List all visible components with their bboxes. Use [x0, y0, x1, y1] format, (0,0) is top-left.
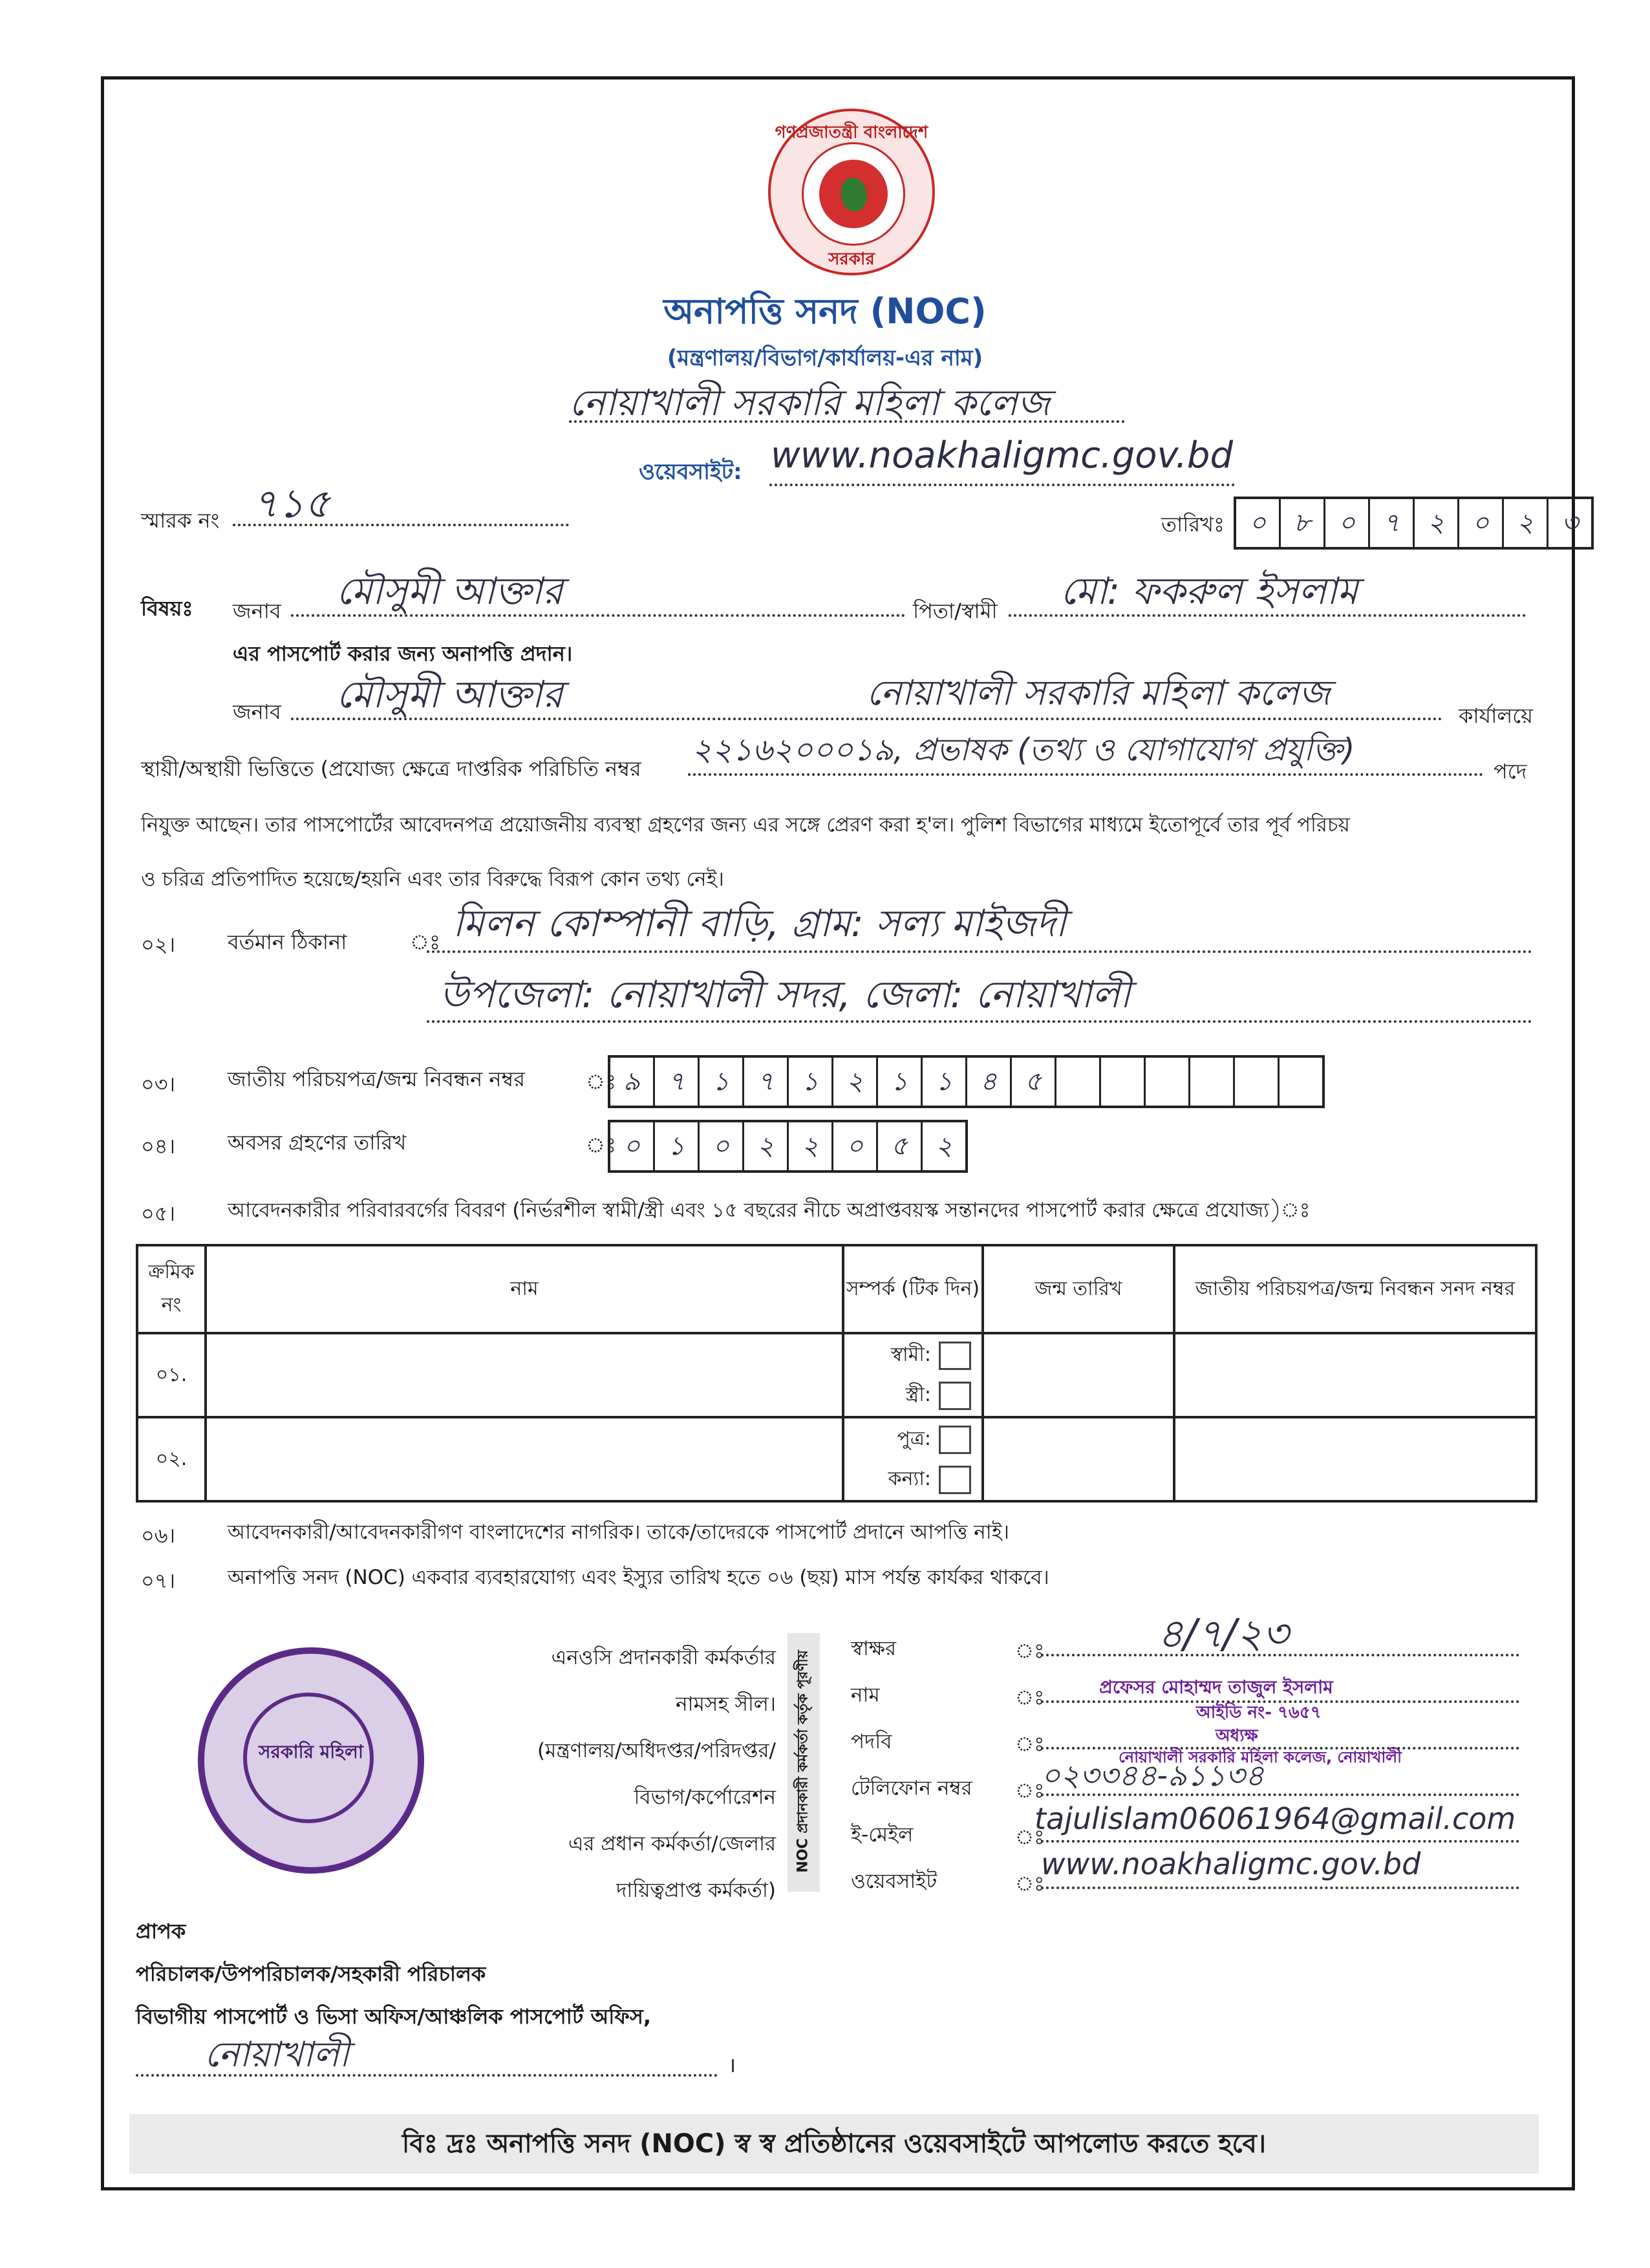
officer-designation: অধ্যক্ষ: [1216, 1726, 1258, 1746]
wife-checkbox[interactable]: [939, 1382, 971, 1410]
item-06-text: আবেদনকারী/আবেদনকারীগণ বাংলাদেশের নাগরিক। তাকে/তাদেরকে পাসপোর্ট প্রদানে আপত্তি নাই।: [228, 1521, 1010, 1544]
round-seal-stamp-icon: সরকারি মহিলা: [198, 1647, 424, 1874]
officer-description: এনওসি প্রদানকারী কর্মকর্তার নামসহ সীল। (মন্ত্রণালয়/অধিদপ্তর/পরিদপ্তর/ বিভাগ/কর্পোরেশন এর প্রধান কর্মকর্তা/জেলার দায়িত্বপ্রাপ্ত কর্মকর্তা): [537, 1646, 776, 1902]
item-06-num: ০৬।: [141, 1523, 176, 1548]
officer-id: আইডি নং- ৭৬৫৭: [1196, 1703, 1322, 1722]
table-row: ০২. পুত্র: কন্যা:: [137, 1417, 1536, 1501]
subject-label: বিষয়ঃ: [141, 596, 193, 621]
item-04-label: অবসর গ্রহণের তারিখ: [228, 1130, 407, 1155]
officer-signature: ৪/৭/২৩: [1157, 1610, 1289, 1657]
seal-top-text: গণপ্রজাতন্ত্রী বাংলাদেশ: [775, 123, 928, 142]
post-suffix: পদে: [1494, 759, 1527, 784]
retirement-date-boxes: ০ ১ ০ ২ ২ ০ ৫ ২: [608, 1120, 968, 1173]
government-seal-icon: [768, 109, 935, 275]
item-07-text: অনাপত্তি সনদ (NOC) একবার ব্যবহারযোগ্য এবং ইস্যুর তারিখ হতে ০৬ (ছয়) মাস পর্যন্ত কার্যকর থাকবে।: [228, 1566, 1049, 1589]
item-07-num: ০৭।: [141, 1568, 176, 1593]
item-05-num: ০৫।: [141, 1201, 176, 1226]
officer-field-labels: স্বাক্ষর নাম পদবি টেলিফোন নম্বর ই-মেইল ওয়েবসাইট: [851, 1637, 972, 1893]
date-label: তারিখঃ: [1161, 512, 1225, 537]
address-line-1: মিলন কোম্পানী বাড়ি, গ্রাম: সল্য মাইজদী: [453, 901, 1067, 945]
website-value: www.noakhaligmc.gov.bd: [771, 434, 1234, 476]
footer-note: বিঃ দ্রঃ অনাপত্তি সনদ (NOC) স্ব স্ব প্রতিষ্ঠানের ওয়েবসাইটে আপলোড করতে হবে।: [129, 2114, 1539, 2174]
memo-label: স্মারক নং: [141, 508, 220, 533]
memo-value: ৭১৫: [252, 480, 330, 527]
recipient-line-2: বিভাগীয় পাসপোর্ট ও ভিসা অফিস/আঞ্চলিক পাসপোর্ট অফিস,: [136, 2004, 652, 2029]
son-checkbox[interactable]: [939, 1426, 971, 1454]
item-05-label: আবেদনকারীর পরিবারবর্গের বিবরণ (নির্ভরশীল স্বামী/স্ত্রী এবং ১৫ বছরের নীচে অপ্রাপ্তবয়স্ক সন্তানদের পাসপোর্ট করার ক্ষেত্রে প্রযোজ্য)ঃ: [228, 1199, 1311, 1222]
body-name: মৌসুমী আক্তার: [336, 672, 563, 716]
th-name: নাম: [206, 1245, 843, 1333]
th-relation: সম্পর্ক (টিক দিন): [843, 1245, 983, 1333]
item-04-num: ০৪।: [141, 1134, 176, 1159]
page-title: অনাপত্তি সনদ (NOC): [663, 291, 987, 332]
item-02-num: ০২।: [141, 932, 176, 957]
body-janab-label: জনাব: [233, 700, 281, 724]
th-serial: ক্রমিক নং: [137, 1245, 206, 1333]
table-row: ০১. স্বামী: স্ত্রী:: [137, 1333, 1536, 1417]
office-name: নোয়াখালী সরকারি মহিলা কলেজ: [569, 382, 1050, 424]
subject-janab-label: জনাব: [233, 599, 281, 623]
nid-boxes: ৯ ৭ ১ ৭ ১ ২ ১ ১ ৪ ৫: [608, 1055, 1325, 1108]
daughter-checkbox[interactable]: [939, 1466, 971, 1494]
date-boxes: ০ ৮ ০ ৭ ২ ০ ২ ৩: [1234, 497, 1594, 550]
father-value: মো: ফকরুল ইসলাম: [1060, 569, 1358, 613]
father-label: পিতা/স্বামী: [913, 599, 998, 623]
employment-label: স্থায়ী/অস্থায়ী ভিত্তিতে (প্রযোজ্য ক্ষেত্রে দাপ্তরিক পরিচিতি নম্বর: [141, 756, 641, 781]
recipient-heading: প্রাপক: [136, 1919, 186, 1943]
th-nid: জাতীয় পরিচয়পত্র/জন্ম নিবন্ধন সনদ নম্বর: [1174, 1245, 1536, 1333]
seal-bottom-text: সরকার: [828, 250, 875, 269]
website-label: ওয়েবসাইট:: [639, 459, 742, 485]
officer-name: প্রফেসর মোহাম্মদ তাজুল ইসলাম: [1099, 1676, 1333, 1698]
item-03-num: ০৩।: [141, 1072, 176, 1097]
body-office: নোয়াখালী সরকারি মহিলা কলেজ: [866, 672, 1331, 713]
officer-phone: ০২৩৩৪৪-৯১১৩৪: [1041, 1758, 1265, 1793]
recipient-line-1: পরিচালক/উপপরিচালক/সহকারী পরিচালক: [136, 1962, 486, 1986]
id-and-post: ২২১৬২০০০১৯, প্রভাষক (তথ্য ও যোগাযোগ প্রযুক্তি): [692, 732, 1355, 768]
body-paragraph-1: নিযুক্ত আছেন। তার পাসপোর্টের আবেদনপত্র প্রয়োজনীয় ব্যবস্থা গ্রহণের জন্য এর সঙ্গে প্রেরণ করা হ'ল। পুলিশ বিভাগের মাধ্যমে ইতোপূর্বে তার পূর্ব পরিচয়: [141, 813, 1350, 837]
husband-checkbox[interactable]: [939, 1342, 971, 1370]
ministry-subtitle: (মন্ত্রণালয়/বিভাগ/কার্যালয়-এর নাম): [667, 345, 983, 371]
body-paragraph-2: ও চরিত্র প্রতিপাদিত হয়েছে/হয়নি এবং তার বিরুদ্ধে বিরূপ কোন তথ্য নেই।: [141, 868, 724, 891]
officer-college-stamp: নোয়াখালী সরকারি মহিলা কলেজ, নোয়াখালী: [1119, 1748, 1402, 1766]
th-birthdate: জন্ম তারিখ: [983, 1245, 1174, 1333]
officer-email: tajulislam06061964@gmail.com: [1034, 1801, 1516, 1836]
subject-name: মৌসুমী আক্তার: [336, 569, 563, 613]
officer-website: www.noakhaligmc.gov.bd: [1041, 1846, 1421, 1881]
subject-line2: এর পাসপোর্ট করার জন্য অনাপত্তি প্রদান।: [233, 641, 573, 666]
bangladesh-map-icon: [841, 178, 867, 211]
family-table: [136, 1244, 1538, 1503]
item-02-label: বর্তমান ঠিকানা: [228, 930, 347, 954]
recipient-place: নোয়াখালী: [204, 2034, 350, 2075]
vertical-label: NOC প্রদানকারী কর্মকর্তা কর্তৃক পূরণীয়: [788, 1633, 820, 1892]
address-line-2: উপজেলা: নোয়াখালী সদর, জেলা: নোয়াখালী: [440, 972, 1131, 1016]
office-suffix: কার্যালয়ে: [1459, 703, 1533, 728]
item-03-label: জাতীয় পরিচয়পত্র/জন্ম নিবন্ধন নম্বর: [228, 1067, 525, 1091]
